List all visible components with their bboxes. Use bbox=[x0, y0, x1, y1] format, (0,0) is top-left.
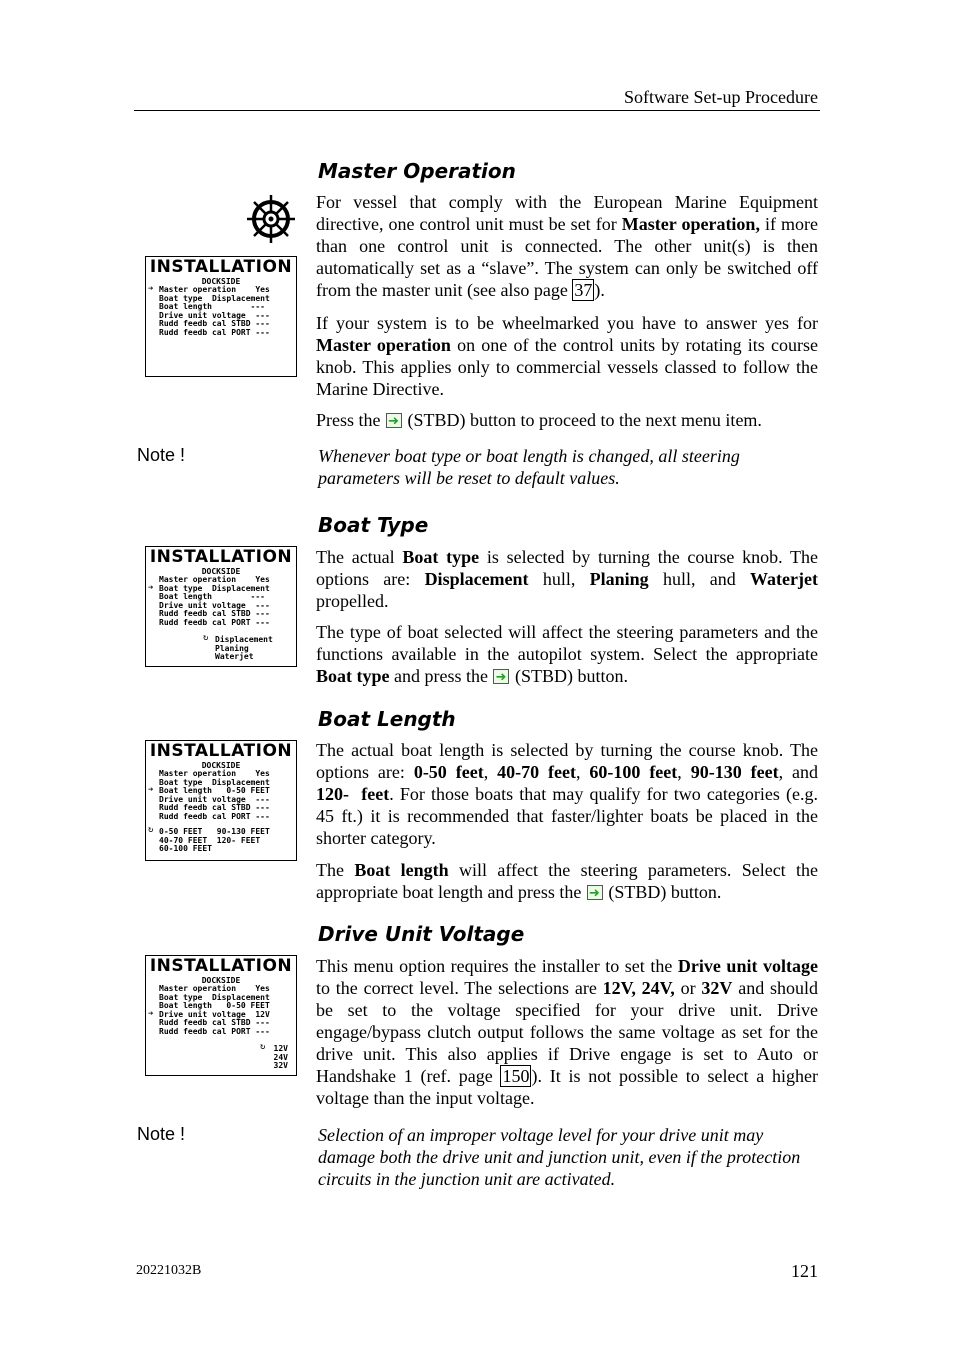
screen-subtitle: DOCKSIDE bbox=[201, 976, 241, 985]
boat-length-paragraph-2: The Boat length will affect the steering parameters. Select the appropriate boat length and press the ➜ (STBD) button. bbox=[316, 859, 818, 903]
menu-row: Drive unit voltage --- bbox=[159, 310, 270, 320]
menu-row: Rudd feedb cal PORT --- bbox=[159, 327, 270, 337]
menu-row: Rudd feedb cal PORT --- bbox=[159, 1026, 270, 1036]
course-knob-icon: ↻ bbox=[148, 825, 154, 835]
option-item: 24V bbox=[273, 1052, 288, 1062]
note-label: Note ! bbox=[137, 1124, 186, 1144]
helm-wheel-icon bbox=[245, 193, 297, 245]
menu-row: Rudd feedb cal STBD --- bbox=[159, 319, 270, 328]
boat-type-paragraph-1: The actual Boat type is selected by turning the course knob. The options are: Displacement hull, Planing hull, and Waterjet propelled. bbox=[316, 547, 818, 611]
boat-length-paragraph-1: The actual boat length is selected by turning the course knob. The options are: 0-50 feet, 40-70 feet, 60-100 feet, 90-130 feet, and 120- feet. For those boats that may qualify for two categories (e.g. 45 ft.) it is recommended that faster/lighter boats be placed in the shorter category. bbox=[316, 740, 818, 848]
menu-row: Master operation Yes bbox=[159, 575, 270, 584]
menu-row: Master operation Yes bbox=[159, 984, 270, 993]
boat-type-paragraph-2: The type of boat selected will affect the steering parameters and the functions available in the autopilot system. Select the appropriate Boat type and press the ➜ (STBD) button. bbox=[316, 621, 818, 687]
menu-row: Rudd feedb cal PORT --- bbox=[159, 811, 270, 821]
note-label: Note ! bbox=[137, 445, 186, 465]
menu-row: Boat type Displacement bbox=[159, 293, 270, 303]
master-paragraph-2: If your system is to be wheelmarked you have to answer yes for Master operation on one of the control units by rotating its course knob. This applies only to commercial vessels classed to follow the Marine Directive. bbox=[316, 313, 818, 399]
menu-row: ➔ Boat type Displacement bbox=[146, 585, 296, 594]
menu-row: Boat length --- bbox=[159, 302, 265, 311]
menu-row: Rudd feedb cal STBD --- bbox=[159, 609, 270, 618]
menu-row: Boat length 0-50 FEET bbox=[159, 1001, 270, 1010]
page-reference-link[interactable]: 37 bbox=[574, 280, 593, 300]
running-header: Software Set-up Procedure bbox=[624, 87, 818, 107]
screen-title: INSTALLATION bbox=[149, 257, 293, 277]
screen-title: INSTALLATION bbox=[149, 956, 293, 976]
menu-row: Boat length --- bbox=[159, 592, 265, 601]
note-text: Selection of an improper voltage level for your drive unit may damage both the drive unit and junction unit, even if the protection circuits in the junction unit are activated. bbox=[318, 1125, 801, 1189]
menu-row: ➔ Master operation Yes bbox=[146, 286, 296, 295]
stbd-arrow-button-icon bbox=[493, 669, 509, 684]
menu-row: Rudd feedb cal PORT --- bbox=[159, 617, 270, 627]
page-number: 121 bbox=[791, 1261, 818, 1281]
heading-boat-length: Boat Length bbox=[318, 707, 456, 731]
menu-row: Rudd feedb cal STBD --- bbox=[159, 803, 270, 812]
installation-screen-voltage bbox=[145, 955, 297, 1076]
option-item: 12V bbox=[273, 1044, 288, 1053]
menu-row: Boat type Displacement bbox=[159, 992, 270, 1002]
screen-subtitle: DOCKSIDE bbox=[201, 277, 241, 286]
menu-row: ➔ Drive unit voltage 12V bbox=[146, 1011, 296, 1020]
note-text: Whenever boat type or boat length is changed, all steering parameters will be reset to default values. bbox=[318, 446, 740, 488]
installation-screen-master bbox=[145, 256, 297, 377]
screen-subtitle: DOCKSIDE bbox=[201, 567, 241, 576]
stbd-arrow-button-icon bbox=[587, 885, 603, 900]
screen-subtitle: DOCKSIDE bbox=[201, 761, 241, 770]
installation-screen-boat-type bbox=[145, 546, 297, 667]
option-item: 40-70 FEET 120- FEET bbox=[159, 835, 261, 845]
menu-row: Master operation Yes bbox=[159, 769, 270, 778]
stbd-arrow-button-icon bbox=[386, 413, 402, 428]
screen-title: INSTALLATION bbox=[149, 547, 293, 567]
master-paragraph-1: For vessel that comply with the European Marine Equipment directive, one control unit must be set for Master operation, if more than one control unit is connected. The other unit(s) is then automatically set as a “slave”. The system can only be switched off from the master unit (see also page 37 ). bbox=[316, 192, 819, 300]
header-rule bbox=[134, 110, 820, 111]
course-knob-icon: ↻ bbox=[260, 1042, 266, 1052]
menu-row: Boat type Displacement bbox=[159, 777, 270, 787]
menu-row: Drive unit voltage --- bbox=[159, 600, 270, 610]
heading-master-operation: Master Operation bbox=[318, 159, 516, 183]
menu-row: ➔ Boat length 0-50 FEET bbox=[146, 787, 296, 796]
screen-title: INSTALLATION bbox=[149, 741, 293, 761]
installation-screen-boat-length bbox=[145, 740, 297, 861]
option-item: 0-50 FEET 90-130 FEET bbox=[159, 827, 270, 836]
document-number: 20221032B bbox=[136, 1263, 202, 1278]
option-item: 60-100 FEET bbox=[159, 844, 212, 853]
option-item: Waterjet bbox=[215, 652, 254, 661]
option-item: 32V bbox=[273, 1061, 288, 1070]
option-item: Planing bbox=[215, 643, 249, 653]
heading-drive-unit-voltage: Drive Unit Voltage bbox=[318, 922, 525, 946]
menu-row: Drive unit voltage --- bbox=[159, 794, 270, 804]
menu-row: Rudd feedb cal STBD --- bbox=[159, 1018, 270, 1027]
page-reference-link[interactable]: 150 bbox=[502, 1066, 530, 1086]
option-item: Displacement bbox=[215, 635, 273, 644]
heading-boat-type: Boat Type bbox=[318, 513, 429, 537]
master-paragraph-3: Press the ➜ (STBD) button to proceed to the next menu item. bbox=[316, 409, 818, 431]
course-knob-icon: ↻ bbox=[203, 633, 209, 643]
voltage-paragraph-1: This menu option requires the installer to set the Drive unit voltage to the correct level. The selections are 12V, 24V, or 32V and should be set to the voltage specified for your drive unit. Drive engage/bypass clutch output follows the same voltage as set for the drive unit. This also applies if Drive engage is set to Auto or Handshake 1 (ref. page 150 ). It is not possible to select a higher voltage than the input voltage. bbox=[316, 956, 819, 1108]
